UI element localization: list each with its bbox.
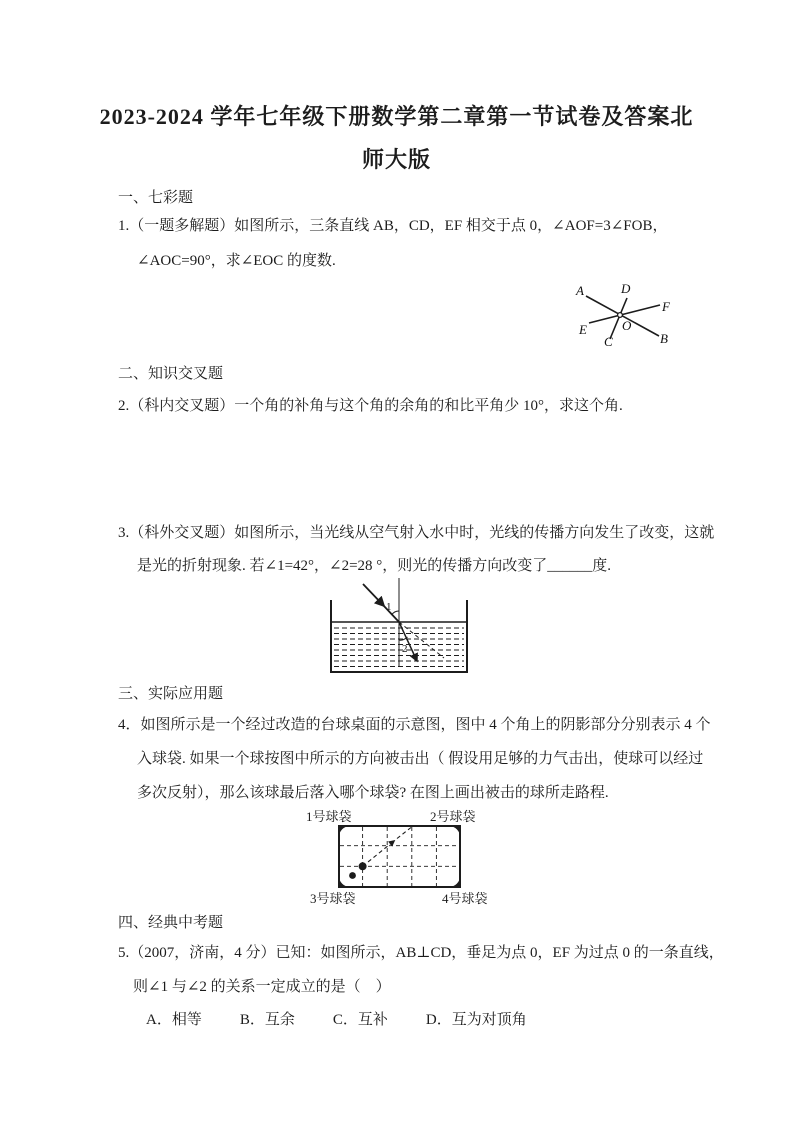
billiard-table-figure: [338, 825, 461, 888]
question5-line2: 则∠1 与∠2 的关系一定成立的是（ ）: [133, 979, 391, 995]
point-o-marker: [618, 313, 623, 318]
option-b: B．互余: [239, 1012, 295, 1028]
point-label-e: E: [579, 322, 587, 337]
point-label-f: F: [662, 299, 670, 314]
section-heading-3: 三、实际应用题: [118, 686, 224, 702]
point-label-c: C: [604, 334, 613, 349]
document-title-line2: 师大版: [361, 147, 431, 172]
question2-line1: 2.（科内交叉题）一个角的补角与这个角的余角的和比平角少 10°，求这个角.: [118, 398, 623, 414]
option-c: C．互补: [332, 1012, 388, 1028]
shot-direction-continuation: [397, 828, 411, 839]
pocket1-label: 1号球袋: [306, 809, 352, 824]
light-refraction-figure: [322, 576, 472, 676]
option-d: D．互为对顶角: [425, 1012, 527, 1028]
question4-line1: 4．如图所示是一个经过改造的台球桌面的示意图，图中 4 个角上的阴影部分分别表示 4 个: [118, 717, 711, 733]
incident-ray: [363, 584, 384, 606]
question4-line2: 入球袋. 如果一个球按图中所示的方向被击出（ 假设用足够的力气击出，使球可以经过: [137, 751, 704, 767]
point-label-d: D: [621, 281, 631, 296]
option-a: A．相等: [146, 1012, 202, 1028]
table-border: [339, 826, 460, 887]
question4-line3: 多次反射），那么该球最后落入哪个球袋? 在图上画出被击的球所走路程.: [137, 785, 609, 801]
point-label-o: O: [622, 318, 632, 333]
question5-line1: 5.（2007，济南，4 分）已知：如图所示，AB⊥CD，垂足为点 0，EF 为过点 0 的一条直线，: [118, 945, 724, 961]
pocket4-label: 4号球袋: [442, 891, 488, 906]
shot-direction-arrow: [363, 841, 394, 866]
point-label-a: A: [576, 283, 584, 298]
corner-pockets: [339, 826, 460, 887]
pocket3-label: 3号球袋: [310, 891, 356, 906]
angle2-label: 2: [402, 643, 408, 655]
question1-line2: ∠AOC=90°，求∠EOC 的度数.: [137, 253, 336, 269]
second-ball: [349, 872, 356, 879]
document-title-line1: 2023-2024 学年七年级下册数学第二章第一节试卷及答案北: [99, 104, 694, 129]
section-heading-2: 二、知识交叉题: [118, 366, 224, 382]
question3-line1: 3.（科外交叉题）如图所示，当光线从空气射入水中时，光线的传播方向发生了改变，这就: [118, 525, 715, 541]
question3-line2: 是光的折射现象. 若∠1=42°，∠2=28 °，则光的传播方向改变了______度.: [137, 558, 612, 574]
point-label-b: B: [660, 331, 668, 346]
intersecting-lines-figure: [565, 278, 700, 350]
angle1-label: 1: [386, 601, 392, 613]
question5-options: [146, 1008, 527, 1029]
pocket2-label: 2号球袋: [430, 809, 476, 824]
question1-line1: 1.（一题多解题）如图所示，三条直线 AB，CD，EF 相交于点 0，∠AOF=3∠FOB，: [118, 218, 668, 234]
section-heading-4: 四、经典中考题: [118, 915, 224, 931]
section-heading-1: 一、七彩题: [118, 190, 194, 206]
